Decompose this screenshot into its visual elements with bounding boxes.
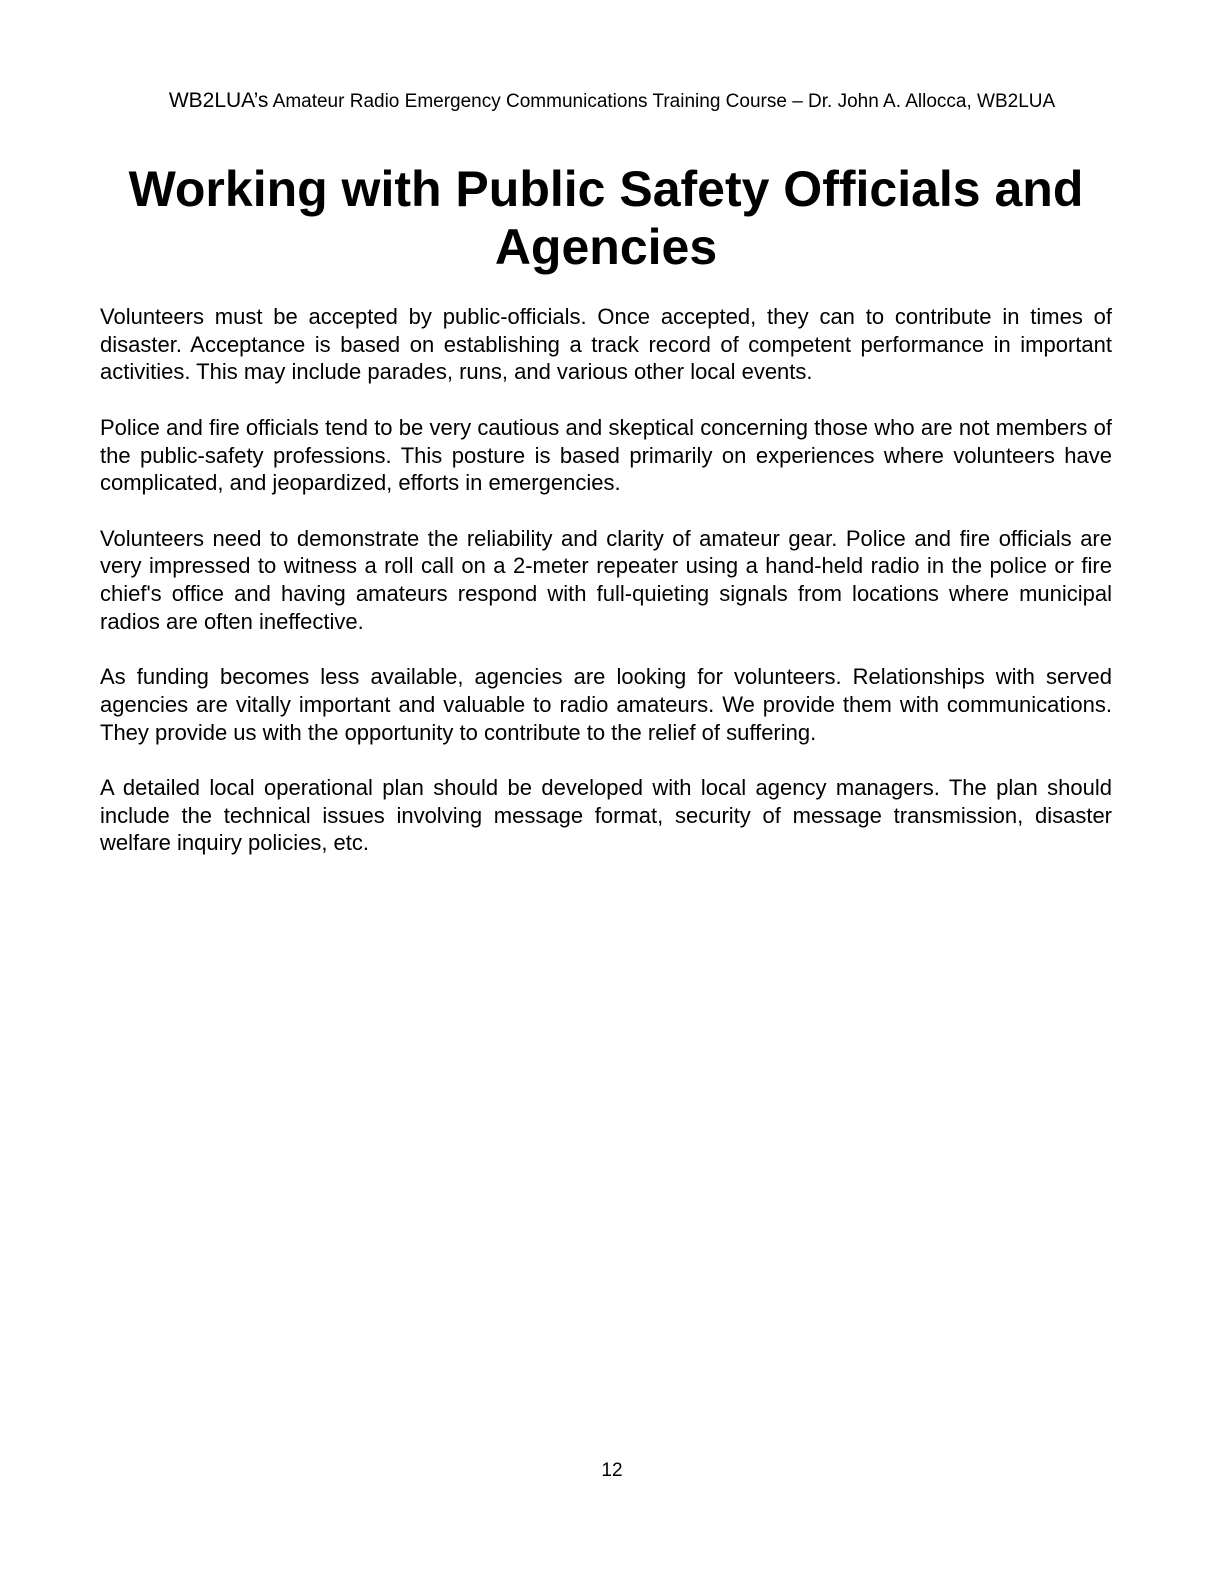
body-text bbox=[100, 303, 1112, 885]
paragraph-funding: As funding becomes less available, agencies are looking for volunteers. Relationships with served agencies are vitally important and valuable to radio amateurs. We provide them with communications. They provide us with the opportunity to contribute to the relief of suffering. bbox=[100, 664, 1112, 745]
paragraph-operational-plan: A detailed local operational plan should be developed with local agency managers. The plan should include the technical issues involving message format, security of message transmission, disaster welfare inquiry policies, etc. bbox=[100, 774, 1112, 856]
paragraph-acceptance: Volunteers must be accepted by public-officials. Once accepted, they can to contribute in times of disaster. Acceptance is based on establishing a track record of competent performance in important activities. This may include parades, runs, and various other local events. bbox=[100, 304, 1112, 385]
paragraph-demonstrate-gear: Volunteers need to demonstrate the reliability and clarity of amateur gear. Police and fire officials are very impressed to witness a roll call on a 2-meter repeater using a hand-held radio in the police or fire chief's office and having amateurs respond with full-quieting signals from locations where municipal radios are often ineffective. bbox=[100, 525, 1112, 634]
header-series-tag: WB2LUA’s bbox=[168, 89, 269, 112]
page-number: 12 bbox=[601, 1460, 623, 1481]
paragraph-officials-caution: Police and fire officials tend to be very cautious and skeptical concerning those who are not members of the public-safety professions. This posture is based primarily on experiences where volunteers have complicated, and jeopardized, efforts in emergencies. bbox=[100, 414, 1112, 496]
header-course-title: Amateur Radio Emergency Communications Training Course – Dr. John A. Allocca, WB2LUA bbox=[272, 91, 1056, 112]
page-title: Working with Public Safety Officials and Agencies bbox=[128, 161, 1084, 275]
running-header bbox=[0, 88, 1224, 115]
